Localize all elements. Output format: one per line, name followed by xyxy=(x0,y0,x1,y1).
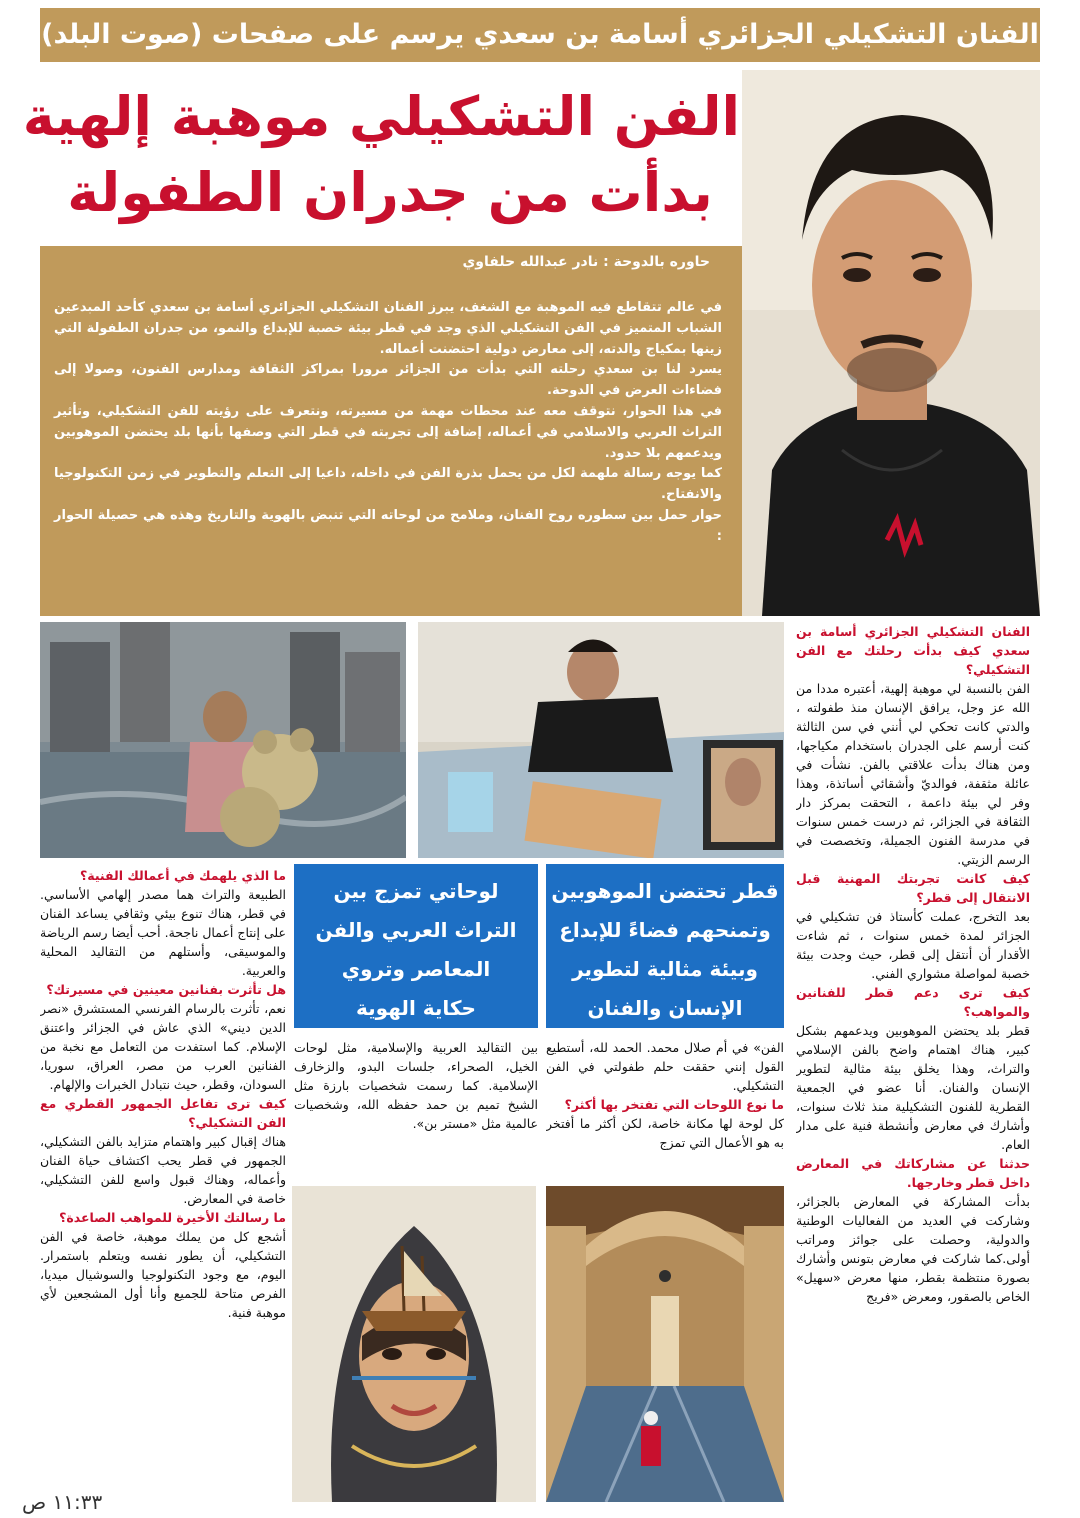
intro-paragraph: كما يوجه رسالة ملهمة لكل من يحمل بذرة الفن في داخله، داعيا إلى التعلم والتطوير في زمن التكنولوجيا والانفتاح. xyxy=(54,466,722,503)
intro-paragraph: يسرد لنا بن سعدي رحلته التي بدأت من الجزائر مرورا بمراكز الثقافة ومدارس الفنون، وصولا إلى فضاءات العرض في الدوحة. xyxy=(54,362,722,399)
answer: الفن» في أم صلال محمد. الحمد لله، أستطيع القول إنني حققت حلم طفولتي في الفن التشكيلي. xyxy=(546,1040,784,1093)
answer: بعد التخرج، عملت كأستاذ فن تشكيلي في الجزائر لمدة خمس سنوات ، ثم شاءت الأقدار أن أنتقل إلى قطر، حيث وجدت بيئة خصبة لمواصلة مشواري الفني. xyxy=(796,909,1030,981)
article-column-right xyxy=(796,622,1030,1490)
answer: نعم، تأثرت بالرسام الفرنسي المستشرق «نصر الدين ديني» الذي عاش في الجزائر واعتنق الإسلام. كما استفدت من التعامل مع نخبة من الفنانين العرب من مصر، العراق، سوريا، السودان، وقطر، حيث نتبادل الخبرات والإلهام. xyxy=(40,1001,286,1092)
kicker-bar xyxy=(40,8,1040,62)
question: ما نوع اللوحات التي تفتخر بها أكثر؟ xyxy=(564,1097,784,1112)
question: كيف ترى تفاعل الجمهور القطري مع الفن التشكيلي؟ xyxy=(40,1096,286,1130)
intro-paragraph: حوار حمل بين سطوره روح الفنان، وملامح من لوحاته التي تنبض بالهوية والتاريخ وهذه هي حصيلة الحوار : xyxy=(54,507,722,544)
question: هل تأثرت بفنانين معينين في مسيرتك؟ xyxy=(46,982,286,997)
artist-portrait-photo xyxy=(742,70,1040,616)
question: ما الذي يلهمك في أعمالك الفنية؟ xyxy=(80,868,286,883)
question: الفنان التشكيلي الجزائري أسامة بن سعدي كيف بدأت رحلتك مع الفن التشكيلي؟ xyxy=(796,624,1030,677)
answer: الطبيعة والتراث هما مصدر إلهامي الأساسي. في قطر، هناك تنوع بيئي وثقافي يساعد الفنان على إنتاج أعمال ناجحة. أحب أيضا رسم الرياضة والموسيقى، وأستلهم من التقاليد المحلية والعربية. xyxy=(40,887,286,978)
question: كيف ترى دعم قطر للفنانين والمواهب؟ xyxy=(796,985,1030,1019)
painting-child-teddy xyxy=(40,622,406,858)
pullquote-qatar xyxy=(546,864,784,1028)
pullquote-line: قطر تحتضن الموهوبين xyxy=(551,879,779,903)
byline: حاوره بالدوحة : نادر عبدالله حلفاوي xyxy=(462,254,710,270)
question: ما رسالتك الأخيرة للمواهب الصاعدة؟ xyxy=(59,1210,286,1225)
painting-woman-boat xyxy=(292,1186,536,1502)
answer: كل لوحة لها مكانة خاصة، لكن أكثر ما أفتخر به هو الأعمال التي تمزج xyxy=(546,1116,784,1150)
article-column-left xyxy=(40,866,286,1490)
pullquote-line: التراث العربي والفن xyxy=(315,918,517,942)
answer: الفن بالنسبة لي موهبة إلهية، أعتبره مددا من الله عز وجل، يرافق الإنسان منذ طفولته ، والدتي كانت تحكي لي أنني في سن الثالثة كنت أرسم على الجدران باستخدام مكياجها، ومن هناك بدأت علاقتي بالفن. نشأت في عائلة مثقفة، فوالديّ وأشقائي أساتذة، وهذا وفر لي بيئة داعمة ، التحقت بمركز دار الثقافة في الجزائر، ثم درست خمس سنوات في مدرسة الفنون الجميلة، وتخصصت في الرسم الزيتي. xyxy=(796,681,1030,867)
answer: أشجع كل من يملك موهبة، خاصة في الفن التشكيلي، أن يطور نفسه ويتعلم باستمرار. اليوم، مع وجود التكنولوجيا والسوشيال ميديا، الفرص متاحة للجميع وأنا أول المشجعين لأي موهبة فنية. xyxy=(40,1229,286,1320)
question: كيف كانت تجربتك المهنية قبل الانتقال إلى قطر؟ xyxy=(796,871,1030,905)
status-time: ١١:٣٣ ص xyxy=(22,1490,103,1514)
pullquote-line: حكاية الهوية xyxy=(356,996,476,1020)
answer: بدأت المشاركة في المعارض بالجزائر، وشاركت في العديد من الفعاليات الوطنية والدولية، وحصلت على جوائز ومراتب أولى.كما شاركت في معارض بتونس وأشارك بصورة منتظمة بقطر، منها معرض «سهيل» الخاص بالصقور، ومعرض «فريج xyxy=(796,1194,1030,1304)
intro-paragraph: في هذا الحوار، نتوقف معه عند محطات مهمة من مسيرته، ونتعرف على رؤيته للفن التشكيلي، وتأثير التراث العربي والاسلامي في أعماله، إضافة إلى تجربته في قطر التي وصفها بأنها بلد يحتضن الموهوبين ويدعمهم بلا حدود. xyxy=(54,403,722,461)
intro-paragraph: في عالم تتقاطع فيه الموهبة مع الشغف، يبرز الفنان التشكيلي الجزائري أسامة بن سعدي كأحد المبدعين الشباب المتميز في الفن التشكيلي الذي وجد في قطر بيئة خصبة للإبداع والنمو، من جدران الطفولة التي زينها بمكياج والدته، إلى معارض دولية احتضنت أعماله. xyxy=(54,300,722,357)
answer: قطر بلد يحتضن الموهوبين ويدعمهم بشكل كبير، هناك اهتمام واضح بالفن الإسلامي والتراث، وهذا يخلق بيئة مثالية لتطوير الإنسان والفنان. أنا عضو في الجمعية القطرية للفنون التشكيلية منذ ثلاث سنوات، وأشارك في معارض وأنشطة فنية على مدار العام. xyxy=(796,1023,1030,1152)
pullquote-line: وبيئة مثالية لتطوير xyxy=(572,957,758,981)
painting-arcade-corridor xyxy=(546,1186,784,1502)
question: حدثنا عن مشاركاتك في المعارض داخل قطر وخارجها. xyxy=(796,1156,1030,1190)
intro-text xyxy=(54,298,722,548)
kicker-text: الفنان التشكيلي الجزائري أسامة بن سعدي يرسم على صفحات (صوت البلد) xyxy=(41,19,1039,50)
answer: بين التقاليد العربية والإسلامية، مثل لوحات الخيل، الصحراء، جلسات البدو، والزخارف الإسلامية. كما رسمت شخصيات بارزة مثل الشيخ تميم بن حمد حفظه الله، وشخصيات عالمية مثل «مستر بن». xyxy=(294,1040,538,1131)
artist-working-photo xyxy=(418,622,784,858)
pullquote-line: المعاصر وتروي xyxy=(341,957,491,981)
pullquote-heritage xyxy=(294,864,538,1028)
pullquote-line: وتمنحهم فضاءً للإبداع xyxy=(559,918,771,942)
article-column-middle xyxy=(546,1038,784,1178)
pullquote-line: الإنسان والفنان xyxy=(587,996,743,1020)
pullquote-line: لوحاتي تمزج بين xyxy=(333,879,499,903)
article-column-center xyxy=(294,1038,538,1178)
headline-line-1: الفن التشكيلي موهبة إلهية xyxy=(22,85,740,148)
headline-line-2: بدأت من جدران الطفولة xyxy=(67,161,713,224)
answer: هناك إقبال كبير واهتمام متزايد بالفن التشكيلي، الجمهور في قطر يحب اكتشاف حياة الفنان وأعماله، وهناك قبول واسع للفن التشكيلي، خاصة في المعارض. xyxy=(40,1134,286,1206)
